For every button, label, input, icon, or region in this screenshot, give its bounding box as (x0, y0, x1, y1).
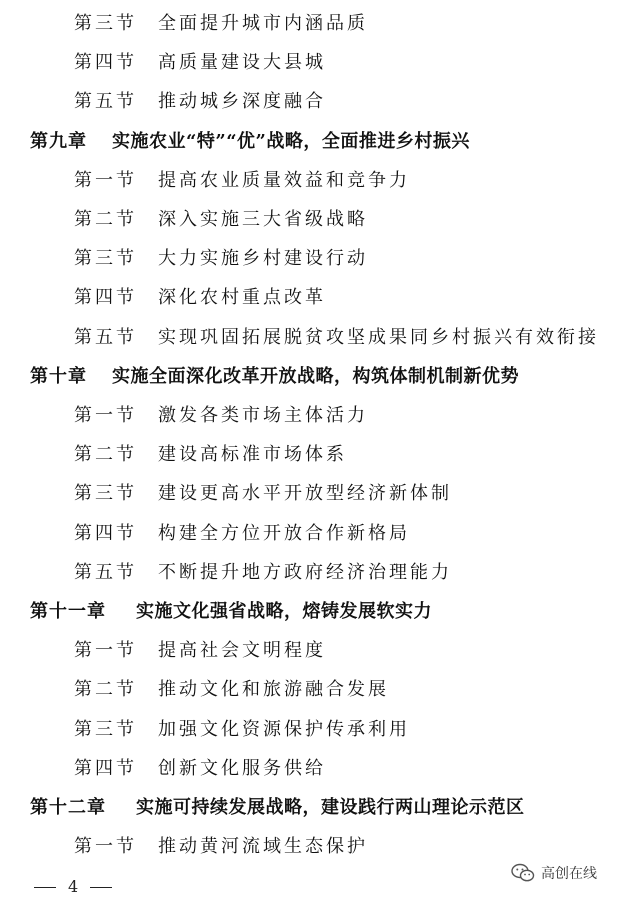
page-number: 4 (68, 877, 79, 896)
section-title: 推动文化和旅游融合发展 (158, 679, 389, 701)
chapter-title: 实施全面深化改革开放战略，构筑体制机制新优势 (112, 365, 519, 387)
section-number: 第四节 (74, 287, 137, 309)
section-number: 第一节 (74, 836, 137, 858)
chapter-title: 实施文化强省战略，熔铸发展软实力 (136, 601, 432, 622)
section-title: 实现巩固拓展脱贫攻坚成果同乡村振兴有效衔接 (158, 326, 599, 348)
section-title: 激发各类市场主体活力 (158, 405, 368, 426)
chapter-number: 第十章 (30, 365, 87, 387)
section-title: 提高社会文明程度 (158, 640, 326, 662)
section-number: 第二节 (74, 209, 137, 230)
chapter-title: 实施农业“特”“优”战略，全面推进乡村振兴 (112, 130, 470, 152)
section-number: 第五节 (74, 561, 137, 583)
section-number: 第四节 (74, 52, 137, 74)
section-number: 第三节 (74, 13, 137, 34)
watermark (511, 862, 597, 884)
section-title: 全面提升城市内涵品质 (158, 13, 368, 34)
section-title: 深入实施三大省级战略 (158, 209, 368, 230)
page-footer (34, 877, 112, 896)
section-number: 第三节 (74, 483, 137, 505)
chapter-number: 第十一章 (30, 601, 106, 622)
section-number: 第一节 (74, 169, 137, 191)
section-title: 深化农村重点改革 (158, 287, 326, 309)
section-number: 第三节 (74, 718, 137, 740)
chapter-number: 第十二章 (30, 797, 106, 818)
section-number: 第二节 (74, 679, 137, 701)
chapter-number: 第九章 (30, 130, 87, 152)
section-number: 第一节 (74, 640, 137, 662)
section-title: 高质量建设大县城 (158, 52, 326, 74)
section-title: 提高农业质量效益和竞争力 (158, 169, 410, 191)
section-title: 大力实施乡村建设行动 (158, 248, 368, 270)
section-title: 创新文化服务供给 (158, 757, 326, 779)
section-title: 构建全方位开放合作新格局 (158, 522, 410, 544)
section-title: 加强文化资源保护传承利用 (158, 718, 410, 740)
footer-dash-right (90, 887, 112, 888)
section-number: 第一节 (74, 405, 137, 426)
section-title: 推动城乡深度融合 (158, 91, 326, 113)
section-number: 第四节 (74, 522, 137, 544)
section-number: 第五节 (74, 91, 137, 113)
wechat-icon (511, 863, 535, 883)
section-number: 第五节 (74, 326, 137, 348)
section-number: 第四节 (74, 757, 137, 779)
watermark-text: 高创在线 (541, 866, 597, 882)
section-title: 建设高标准市场体系 (158, 444, 347, 466)
section-title: 推动黄河流域生态保护 (158, 836, 368, 858)
section-number: 第三节 (74, 248, 137, 270)
chapter-title: 实施可持续发展战略，建设践行两山理论示范区 (136, 797, 525, 818)
footer-dash-left (34, 887, 56, 888)
section-number: 第二节 (74, 444, 137, 466)
section-title: 不断提升地方政府经济治理能力 (158, 561, 452, 583)
section-title: 建设更高水平开放型经济新体制 (158, 483, 452, 505)
